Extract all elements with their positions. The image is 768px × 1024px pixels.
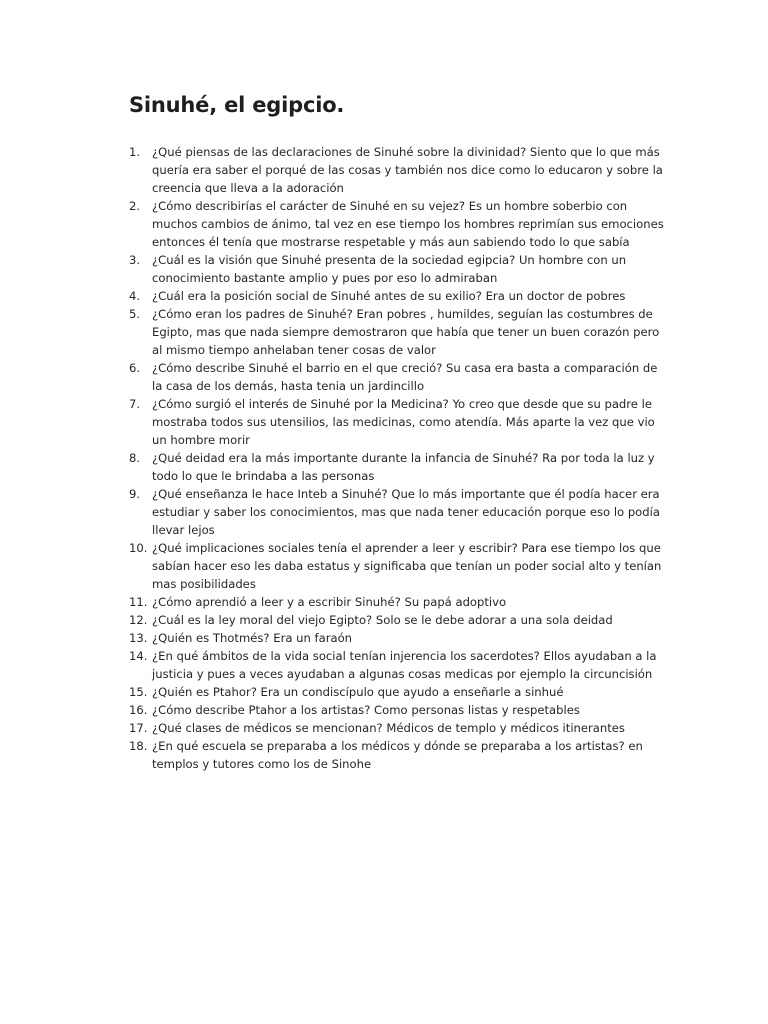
item-number: 17. bbox=[129, 721, 148, 735]
item-number: 7. bbox=[129, 397, 141, 411]
list-item bbox=[129, 143, 669, 197]
list-item bbox=[129, 719, 669, 737]
item-number: 4. bbox=[129, 289, 141, 303]
item-text: ¿Cómo describe Sinuhé el barrio en el que creció? Su casa era basta a comparación de la casa de los demás, hasta tenia un jardincillo bbox=[152, 361, 658, 393]
item-number: 3. bbox=[129, 253, 141, 267]
list-item bbox=[129, 305, 669, 359]
item-number: 14. bbox=[129, 649, 148, 663]
item-text: ¿Qué piensas de las declaraciones de Sinuhé sobre la divinidad? Siento que lo que más quería era saber el porqué de las cosas y también nos dice como lo educaron y sobre la creencia que lleva a la adoración bbox=[152, 145, 663, 195]
item-text: ¿Qué implicaciones sociales tenía el aprender a leer y escribir? Para ese tiempo los que sabían hacer eso les daba estatus y significaba que tenían un poder social alto y tenían mas posibilidades bbox=[152, 541, 662, 591]
item-number: 6. bbox=[129, 361, 141, 375]
list-item bbox=[129, 359, 669, 395]
list-item bbox=[129, 683, 669, 701]
item-text: ¿Quién es Ptahor? Era un condiscípulo que ayudo a enseñarle a sinhué bbox=[152, 685, 564, 699]
item-number: 13. bbox=[129, 631, 148, 645]
item-text: ¿Cuál es la ley moral del viejo Egipto? Solo se le debe adorar a una sola deidad bbox=[152, 613, 613, 627]
item-text: ¿En qué ámbitos de la vida social tenían injerencia los sacerdotes? Ellos ayudaban a la justicia y pues a veces ayudaban a algunas cosas medicas por ejemplo la circuncisión bbox=[152, 649, 657, 681]
item-number: 5. bbox=[129, 307, 141, 321]
list-item bbox=[129, 287, 669, 305]
list-item bbox=[129, 251, 669, 287]
item-text: ¿Cómo surgió el interés de Sinuhé por la Medicina? Yo creo que desde que su padre le mostraba todos sus utensilios, las medicinas, como atendía. Más aparte la vez que vio un hombre morir bbox=[152, 397, 655, 447]
item-text: ¿Cuál era la posición social de Sinuhé antes de su exilio? Era un doctor de pobres bbox=[152, 289, 626, 303]
list-item bbox=[129, 737, 669, 773]
item-number: 8. bbox=[129, 451, 141, 465]
item-number: 12. bbox=[129, 613, 148, 627]
item-text: ¿Quién es Thotmés? Era un faraón bbox=[152, 631, 353, 645]
item-number: 18. bbox=[129, 739, 148, 753]
item-text: ¿Cómo eran los padres de Sinuhé? Eran pobres , humildes, seguían las costumbres de Egipto, mas que nada siempre demostraron que había que tener un buen corazón pero al mismo tiempo anhelaban tener cosas de valor bbox=[152, 307, 660, 357]
list-item bbox=[129, 593, 669, 611]
item-text: ¿En qué escuela se preparaba a los médicos y dónde se preparaba a los artistas? en templos y tutores como los de Sinohe bbox=[152, 739, 643, 771]
list-item bbox=[129, 395, 669, 449]
list-item bbox=[129, 485, 669, 539]
item-text: ¿Cómo describirías el carácter de Sinuhé en su vejez? Es un hombre soberbio con muchos cambios de ánimo, tal vez en ese tiempo los hombres reprimían sus emociones entonces él tenía que mostrarse respetable y más aun sabiendo todo lo que sabía bbox=[152, 199, 664, 249]
list-item bbox=[129, 701, 669, 719]
item-text: ¿Cómo describe Ptahor a los artistas? Como personas listas y respetables bbox=[152, 703, 580, 717]
item-number: 1. bbox=[129, 145, 141, 159]
item-number: 2. bbox=[129, 199, 141, 213]
item-number: 15. bbox=[129, 685, 148, 699]
list-item bbox=[129, 449, 669, 485]
list-item bbox=[129, 629, 669, 647]
list-item bbox=[129, 611, 669, 629]
item-number: 11. bbox=[129, 595, 148, 609]
item-number: 16. bbox=[129, 703, 148, 717]
item-text: ¿Qué enseñanza le hace Inteb a Sinuhé? Que lo más importante que él podía hacer era estudiar y saber los conocimientos, mas que nada tener educación porque eso lo podía llevar lejos bbox=[152, 487, 660, 537]
item-text: ¿Cómo aprendió a leer y a escribir Sinuhé? Su papá adoptivo bbox=[152, 595, 507, 609]
document-title: Sinuhé, el egipcio. bbox=[129, 93, 345, 117]
item-text: ¿Qué deidad era la más importante durante la infancia de Sinuhé? Ra por toda la luz y todo lo que le brindaba a las personas bbox=[152, 451, 655, 483]
list-item bbox=[129, 647, 669, 683]
list-item bbox=[129, 539, 669, 593]
question-answer-list bbox=[129, 143, 669, 773]
item-text: ¿Cuál es la visión que Sinuhé presenta de la sociedad egipcia? Un hombre con un conocimiento bastante amplio y pues por eso lo admiraban bbox=[152, 253, 627, 285]
item-number: 10. bbox=[129, 541, 148, 555]
list-item bbox=[129, 197, 669, 251]
item-number: 9. bbox=[129, 487, 141, 501]
item-text: ¿Qué clases de médicos se mencionan? Médicos de templo y médicos itinerantes bbox=[152, 721, 625, 735]
